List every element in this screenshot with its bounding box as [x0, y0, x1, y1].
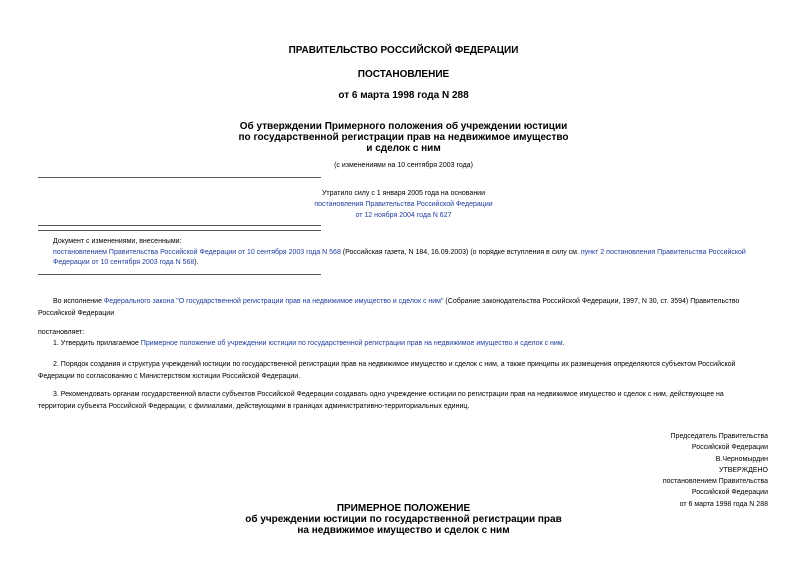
- item-2: [38, 359, 769, 383]
- document-type: ПОСТАНОВЛЕНИЕ: [357, 69, 450, 80]
- item-1-end: .: [562, 340, 565, 347]
- preamble-start: Во исполнение: [53, 298, 104, 305]
- preamble-end: (Собрание законодательства Российской Федерации, 1997, N 30, ст. 3594) Правительство: [443, 298, 740, 305]
- approved-line: от 6 марта 1998 года N 288: [679, 500, 768, 508]
- amendment-point-link-cont[interactable]: Федерации от 10 сентября 2003 года N 568: [53, 259, 195, 266]
- annex-title: ПРИМЕРНОЕ ПОЛОЖЕНИЕ: [336, 503, 471, 514]
- preamble-paragraph: [38, 296, 769, 320]
- amendment-link[interactable]: постановлением Правительства Российской Федерации от 10 сентября 2003 года N 568: [53, 249, 341, 256]
- signature-block: [468, 431, 768, 510]
- regulation-link[interactable]: Примерное положение об учреждении юстиции по государственной регистрации прав на недвижимое имущество и сделок с ним: [140, 340, 563, 347]
- amendment-text: (Российская газета, N 184, 16.09.2003) (о порядке вступления в силу см.: [340, 249, 581, 256]
- signature-line: Российской Федерации: [691, 444, 768, 452]
- document-title-line-3: и сделок с ним: [366, 143, 441, 154]
- signature-line: Председатель Правительства: [670, 433, 768, 440]
- amendment-paragraph: [53, 248, 769, 268]
- approved-line: постановлением Правительства: [662, 478, 768, 486]
- approved-line: Российской Федерации: [691, 489, 768, 497]
- divider: [38, 177, 321, 178]
- preamble-line-2: Российской Федерации: [38, 310, 115, 317]
- amended-note: (с изменениями на 10 сентября 2003 года): [334, 162, 473, 169]
- document-title-line-1: Об утверждении Примерного положения об учреждении юстиции: [239, 121, 568, 132]
- government-heading: ПРАВИТЕЛЬСТВО РОССИЙСКОЙ ФЕДЕРАЦИИ: [288, 45, 519, 56]
- document-title-line-2: по государственной регистрации прав на недвижимое имущество: [238, 132, 569, 143]
- item-3-line-1: 3. Рекомендовать органам государственной власти субъектов Российской Федерации создавать одно учреждение юстиции по регистрации прав на недвижимое имущество и сделок с ним, действующее на: [53, 391, 724, 398]
- divider: [38, 274, 321, 275]
- repealed-text: Утратило силу с 1 января 2005 года на основании: [321, 190, 486, 197]
- item-1-start: 1. Утвердить прилагаемое: [53, 340, 141, 347]
- divider: [38, 230, 321, 231]
- document-date-number: от 6 марта 1998 года N 288: [338, 90, 469, 101]
- divider: [38, 225, 321, 226]
- signature-line: В.Черномырдин: [715, 455, 768, 463]
- item-2-line-2: Федерации по согласованию с Министерством юстиции Российской Федерации.: [38, 373, 301, 380]
- item-3: [38, 389, 769, 413]
- amendment-point-link[interactable]: пункт 2 постановления Правительства Российской: [580, 249, 746, 256]
- approved-line: УТВЕРЖДЕНО: [718, 466, 768, 474]
- amendment-end: ).: [194, 259, 199, 266]
- item-1: [53, 338, 769, 350]
- repealed-link-line-2[interactable]: от 12 ноября 2004 года N 627: [355, 212, 452, 219]
- annex-subtitle-line-2: на недвижимое имущество и сделок с ним: [297, 525, 510, 536]
- item-3-line-2: территории субъекта Российской Федерации, с филиалами, действующими в границах административно-территориальных единиц.: [38, 403, 470, 410]
- decrees-word: постановляет:: [38, 329, 85, 336]
- repealed-link-line-1[interactable]: постановления Правительства Российской Федерации: [314, 201, 493, 208]
- annex-subtitle-line-1: об учреждении юстиции по государственной регистрации прав: [245, 514, 562, 525]
- item-2-line-1: 2. Порядок создания и структура учреждений юстиции по государственной регистрации прав на недвижимое имущество и сделок с ним, а также принципы их размещения определяются субъектом Российской: [53, 361, 736, 368]
- federal-law-link[interactable]: Федерального закона "О государственной регистрации прав на недвижимое имущество и сделок с ним": [103, 298, 444, 305]
- amendment-intro: Документ с изменениями, внесенными:: [53, 238, 182, 245]
